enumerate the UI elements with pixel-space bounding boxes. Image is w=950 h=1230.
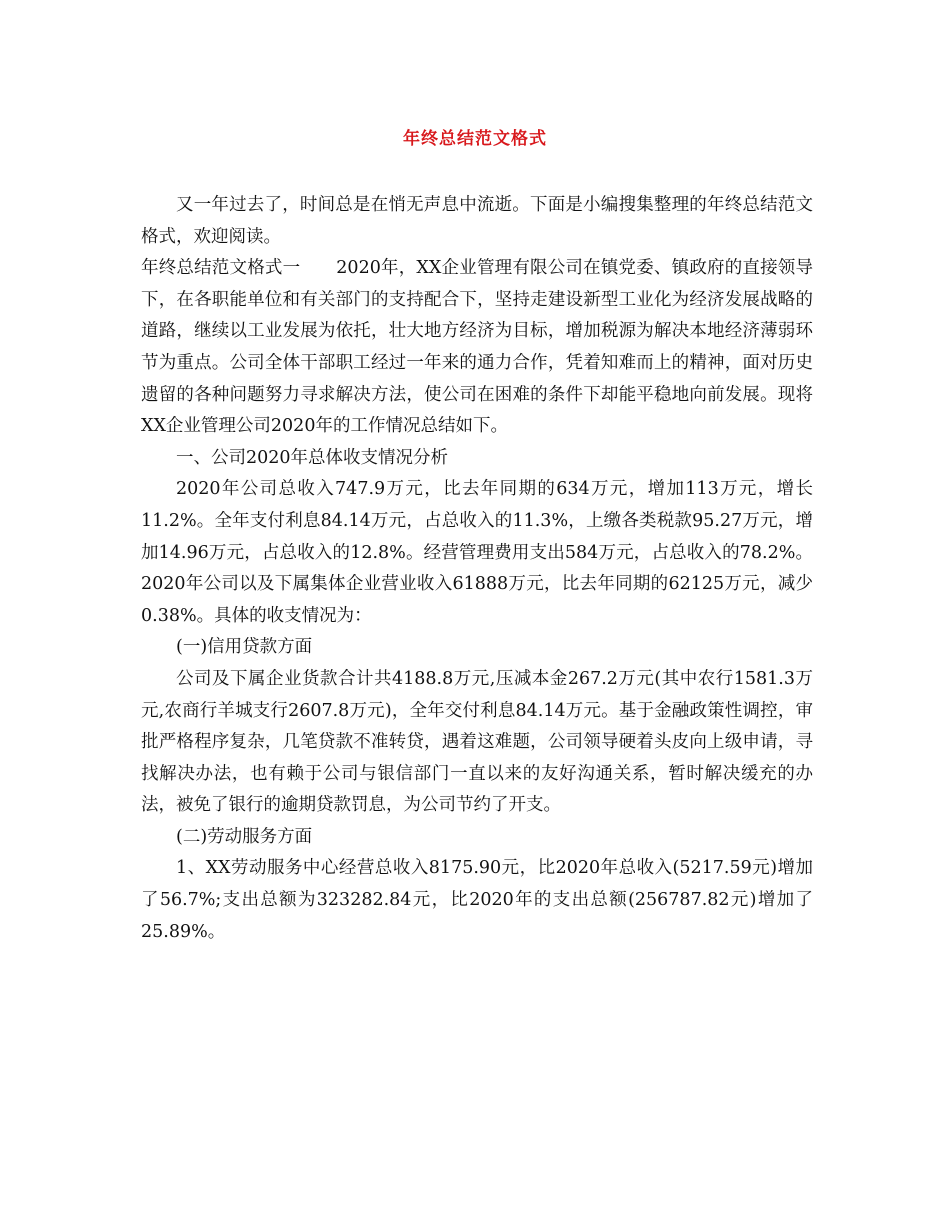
- section-one-heading: 年终总结范文格式一: [141, 258, 301, 279]
- heading-labor-services: (二)劳动服务方面: [176, 826, 313, 847]
- document-body: [141, 190, 813, 948]
- document-title: 年终总结范文格式: [403, 129, 547, 149]
- income-analysis-paragraph: 2020年公司总收入747.9万元，比去年同期的634万元，增加113万元，增长11.2%。全年支付利息84.14万元，占总收入的11.3%，上缴各类税款95.27万元，增加14.96万元，占总收入的12.8%。经营管理费用支出584万元，占总收入的78.2%。2020年公司以及下属集体企业营业收入61888万元，比去年同期的62125万元，减少0.38%。具体的收支情况为：: [141, 479, 813, 626]
- section-one-paragraph: [141, 253, 813, 443]
- credit-loans-paragraph: 公司及下属企业货款合计共4188.8万元,压减本金267.2万元(其中农行1581.3万元,农商行羊城支行2607.8万元)，全年交付利息84.14万元。基于金融政策性调控，审批严格程序复杂，几笔贷款不准转贷，遇着这难题，公司领导硬着头皮向上级申请，寻找解决办法，也有赖于公司与银信部门一直以来的友好沟通关系，暂时解决缓充的办法，被免了银行的逾期贷款罚息，为公司节约了开支。: [141, 668, 813, 816]
- heading-income-analysis: 一、公司2020年总体收支情况分析: [176, 447, 449, 468]
- intro-paragraph: 又一年过去了，时间总是在悄无声息中流逝。下面是小编搜集整理的年终总结范文格式，欢迎阅读。: [141, 195, 813, 247]
- labor-services-paragraph: 1、XX劳动服务中心经营总收入8175.90元，比2020年总收入(5217.59元)增加了56.7%;支出总额为323282.84元，比2020年的支出总额(256787.82元)增加了25.89%。: [141, 858, 813, 942]
- section-one-text: 2020年，XX企业管理有限公司在镇党委、镇政府的直接领导下，在各职能单位和有关部门的支持配合下，坚持走建设新型工业化为经济发展战略的道路，继续以工业发展为依托，壮大地方经济为目标，增加税源为解决本地经济薄弱环节为重点。公司全体干部职工经过一年来的通力合作，凭着知难而上的精神，面对历史遗留的各种问题努力寻求解决方法，使公司在困难的条件下却能平稳地向前发展。现将XX企业管理公司2020年的工作情况总结如下。: [141, 258, 814, 437]
- heading-credit-loans: (一)信用贷款方面: [176, 637, 313, 658]
